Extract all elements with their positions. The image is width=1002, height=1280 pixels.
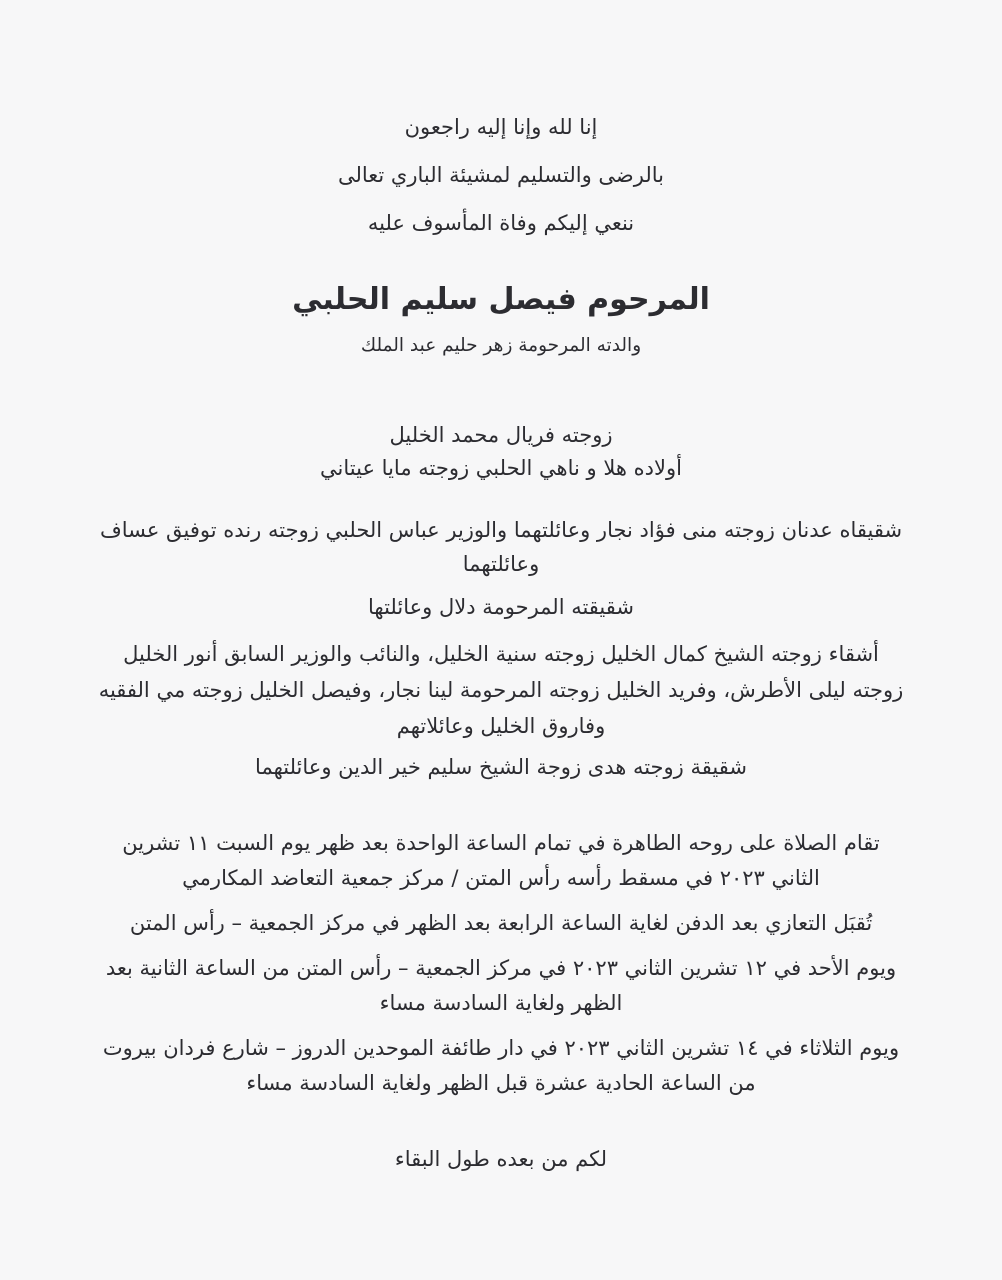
tuesday-condolences-line: ويوم الثلاثاء في ١٤ تشرين الثاني ٢٠٢٣ في دار طائفة الموحدين الدروز – شارع فردان بيروت من الساعة الحادية عشرة قبل الظهر ولغاية السادسة مساء [102, 1036, 900, 1095]
wife-line: زوجته فريال محمد الخليل [389, 423, 613, 447]
deceased-name: المرحوم فيصل سليم الحلبي [292, 282, 710, 317]
opening-line-istirja: إنا لله وإنا إليه راجعون [404, 115, 598, 139]
funeral-arrangements-section [91, 826, 911, 1101]
opening-section [91, 112, 911, 239]
opening-line-announcement: ننعي إليكم وفاة المأسوف عليه [367, 211, 635, 235]
family-section [91, 419, 911, 784]
prayer-details-line: تقام الصلاة على روحه الطاهرة في تمام الساعة الواحدة بعد ظهر يوم السبت ١١ تشرين الثاني ٢٠٢٣ في مسقط رأسه رأس المتن / مركز جمعية التعاضد المكارمي [122, 831, 880, 890]
obituary-document [91, 112, 911, 1175]
wife-sister-line: شقيقة زوجته هدى زوجة الشيخ سليم خير الدين وعائلتهما [255, 755, 747, 779]
wife-brothers-line: أشقاء زوجته الشيخ كمال الخليل زوجته سنية الخليل، والنائب والوزير السابق أنور الخليل زوجته ليلى الأطرش، وفريد الخليل زوجته المرحومة لينا نجار، وفيصل الخليل زوجته مي الفقيه وفاروق الخليل وعائلاتهم [98, 642, 904, 738]
sister-line: شقيقته المرحومة دلال وعائلتها [368, 595, 634, 619]
closing-line: لكم من بعده طول البقاء [394, 1147, 608, 1171]
mother-name-line: والدته المرحومة زهر حليم عبد الملك [360, 335, 642, 356]
opening-line-acceptance: بالرضى والتسليم لمشيئة الباري تعالى [337, 163, 664, 187]
children-line: أولاده هلا و ناهي الحلبي زوجته مايا عيتاني [320, 456, 682, 480]
brothers-line: شقيقاه عدنان زوجته منى فؤاد نجار وعائلتهما والوزير عباس الحلبي زوجته رنده توفيق عساف وعائلتهما [99, 518, 903, 576]
condolences-after-burial-line: تُقبَل التعازي بعد الدفن لغاية الساعة الرابعة بعد الظهر في مركز الجمعية – رأس المتن [129, 911, 873, 935]
sunday-condolences-line: ويوم الأحد في ١٢ تشرين الثاني ٢٠٢٣ في مركز الجمعية – رأس المتن من الساعة الثانية بعد الظهر ولغاية السادسة مساء [105, 956, 897, 1015]
